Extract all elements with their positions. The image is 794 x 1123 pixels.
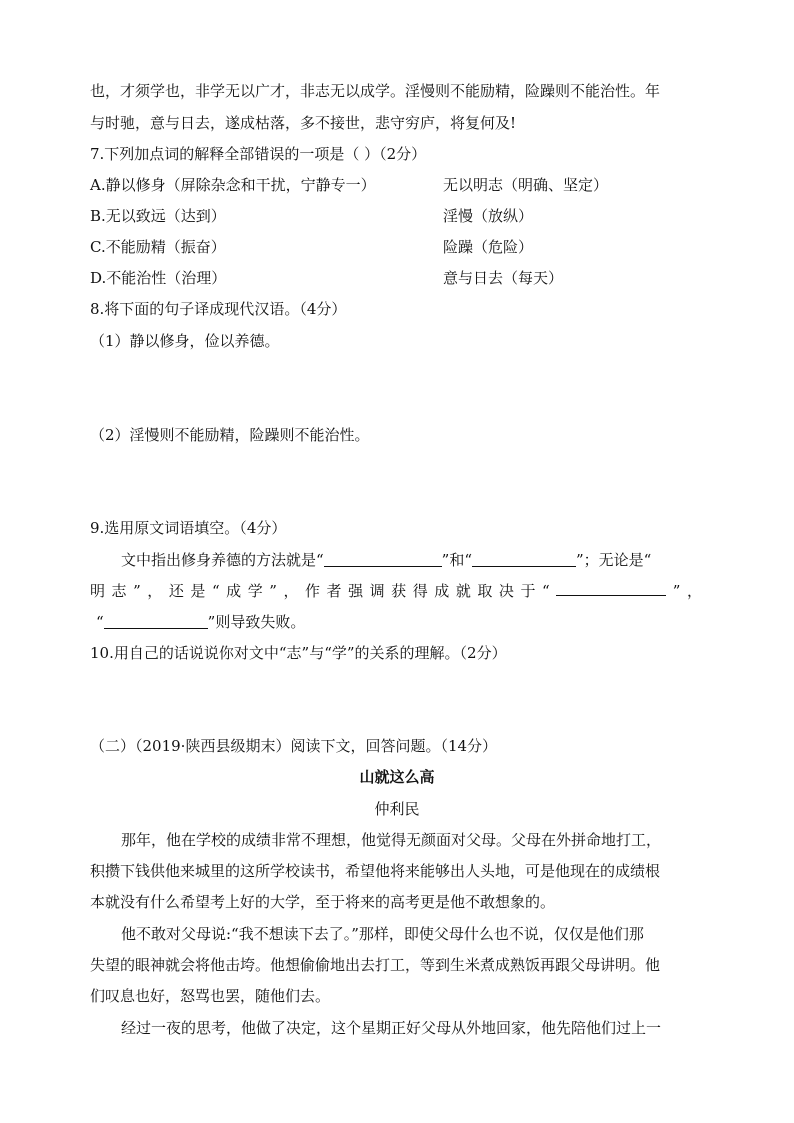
paragraph-line: 们叹息也好，怒骂也罢，随他们去。 xyxy=(90,987,331,1005)
q7-option-d-right: 意与日去（每天） xyxy=(443,269,564,287)
q9-char: ” xyxy=(269,582,277,600)
q7-option-c-right: 险躁（危险） xyxy=(443,238,534,256)
q9-char: ” xyxy=(133,582,141,600)
question-8-stem: 8.将下面的句子译成现代汉语。（4分） xyxy=(90,300,347,318)
paragraph-line: 那年，他在学校的成绩非常不理想，他觉得无颜面对父母。父母在外拼命地打工， xyxy=(121,831,662,849)
q9-char: 学 xyxy=(247,582,263,600)
q9-char: 决 xyxy=(498,582,514,600)
q7-option-b: B.无以致远（达到） xyxy=(90,207,226,225)
q7-option-a-right: 无以明志（明确、坚定） xyxy=(443,176,609,194)
q9-char: 作 xyxy=(304,582,320,600)
q9-char: 志 xyxy=(111,582,127,600)
paragraph-line: 经过一夜的思考，他做了决定，这个星期正好父母从外地回家，他先陪他们过上一 xyxy=(121,1019,662,1037)
q9-char: 明 xyxy=(90,582,106,600)
q9-char: “ xyxy=(211,582,220,600)
q9-line-1 xyxy=(121,550,651,570)
q9-char: 于 xyxy=(520,582,536,600)
q9-char: “ xyxy=(542,582,550,600)
q9-char: 还 xyxy=(168,582,184,600)
question-7-stem: 7.下列加点词的解释全部错误的一项是（ ）（2分） xyxy=(90,145,427,163)
q9-char: 取 xyxy=(477,582,493,600)
paragraph-line: 积攒下钱供他来城里的这所学校读书，希望他将来能够出人头地，可是他现在的成绩根 xyxy=(90,862,661,880)
q9-char: 强 xyxy=(348,582,364,600)
q9-char: ” xyxy=(672,582,681,600)
q7-option-d: D.不能治性（治理） xyxy=(90,269,227,287)
q7-option-c: C.不能励精（振奋） xyxy=(90,238,226,256)
paragraph-line: 本就没有什么希望考上好的大学，至于将来的高考更是他不敢想象的。 xyxy=(90,893,556,911)
section-2-header: （二）（2019·陕西县级期末）阅读下文，回答问题。（14分） xyxy=(90,737,498,755)
article-author: 仲利民 xyxy=(374,800,420,818)
q9-char: ， xyxy=(686,582,702,600)
q9-char: 调 xyxy=(369,582,385,600)
q9-text: “ xyxy=(96,613,104,631)
q9-text: ”和“ xyxy=(441,551,473,569)
q9-char: 得 xyxy=(412,582,428,600)
answer-blank[interactable] xyxy=(104,614,208,629)
q9-text: ”；无论是“ xyxy=(576,551,652,569)
passage-line: 也，才须学也，非学无以广才，非志无以成学。淫慢则不能励精，险躁则不能治性。年 xyxy=(90,82,661,100)
q9-char: ， xyxy=(147,582,163,600)
q9-line-2 xyxy=(90,581,702,601)
q9-char: 成 xyxy=(434,582,450,600)
q9-char: 成 xyxy=(226,582,242,600)
q8-item-2: （2）淫慢则不能励精，险躁则不能治性。 xyxy=(90,426,370,444)
paragraph-line: 失望的眼神就会将他击垮。他想偷偷地出去打工，等到生米煮成熟饭再跟父母讲明。他 xyxy=(90,956,661,974)
q9-char: 就 xyxy=(455,582,471,600)
q9-text: 文中指出修身养德的方法就是“ xyxy=(121,551,324,569)
answer-blank[interactable] xyxy=(324,552,442,567)
question-9-stem: 9.选用原文词语填空。（4分） xyxy=(90,519,287,537)
q8-item-1: （1）静以修身，俭以养德。 xyxy=(90,332,280,350)
q7-option-a: A.静以修身（屏除杂念和干扰，宁静专一） xyxy=(90,176,376,194)
answer-blank[interactable] xyxy=(472,552,576,567)
q9-char: ， xyxy=(283,582,299,600)
article-title: 山就这么高 xyxy=(359,768,435,786)
question-10-stem: 10.用自己的话说说你对文中“志”与“学”的关系的理解。（2分） xyxy=(90,644,507,662)
q9-line-3 xyxy=(96,612,305,632)
q9-text: ”则导致失败。 xyxy=(207,613,306,631)
q9-char: 是 xyxy=(190,582,206,600)
answer-blank[interactable] xyxy=(556,581,666,596)
passage-line: 与时驰，意与日去，遂成枯落，多不接世，悲守穷庐，将复何及! xyxy=(90,114,517,132)
paragraph-line: 他不敢对父母说:“我不想读下去了。”那样，即使父母什么也不说，仅仅是他们那 xyxy=(121,925,644,943)
q9-char: 获 xyxy=(391,582,407,600)
q7-option-b-right: 淫慢（放纵） xyxy=(443,207,534,225)
q9-char: 者 xyxy=(326,582,342,600)
